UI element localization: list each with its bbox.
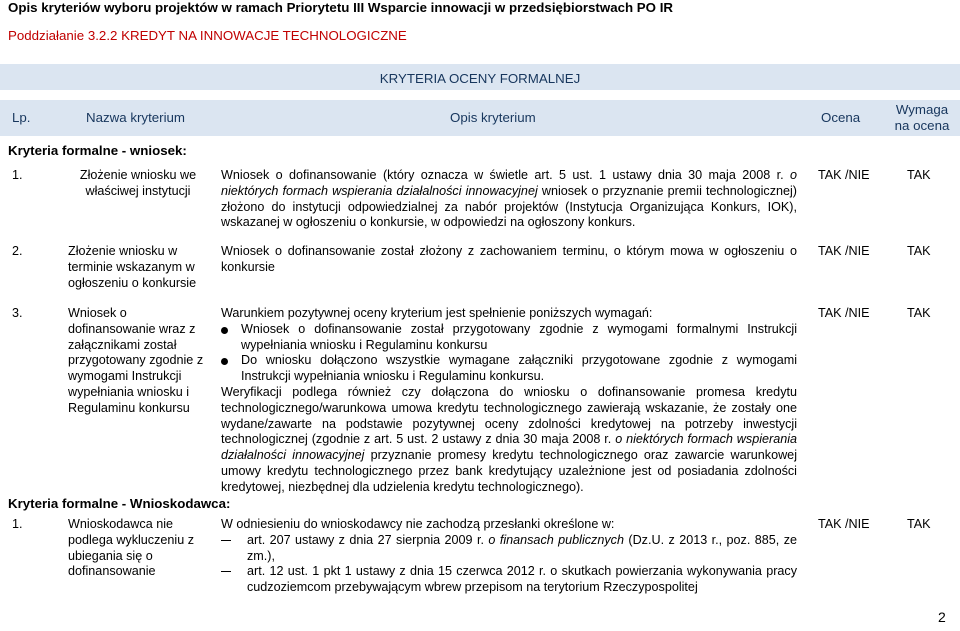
bullet-icon bbox=[221, 327, 228, 334]
row3-description bbox=[221, 306, 797, 496]
bullet-icon bbox=[221, 358, 228, 365]
row3-required: TAK bbox=[907, 306, 931, 320]
column-header-lp: Lp. bbox=[12, 110, 31, 125]
row4-required: TAK bbox=[907, 517, 931, 531]
row1-desc-part-b: o niektórych formach wspierania działalności innowacyjnej bbox=[221, 168, 797, 198]
row4-criterion-name: Wnioskodawca nie podlega wykluczeniu z ubiegania się o dofinansowanie bbox=[68, 517, 195, 579]
row3-paragraph bbox=[221, 385, 797, 496]
column-header-name: Nazwa kryterium bbox=[86, 110, 186, 125]
row4-intro: W odniesieniu do wnioskodawcy nie zachodzą przesłanki określone w: bbox=[221, 517, 615, 531]
row3-score: TAK /NIE bbox=[818, 306, 870, 320]
dash-icon bbox=[221, 540, 231, 541]
column-header-required-line2: na ocena bbox=[894, 118, 950, 133]
row3-bullet1: Wniosek o dofinansowanie został przygotowany zgodnie z wymogami formalnymi Instrukcji wypełniania wniosku i Regulaminu konkursu bbox=[241, 321, 797, 352]
row2-criterion-name: Złożenie wniosku w terminie wskazanym w ogłoszeniu o konkursie bbox=[68, 244, 197, 290]
row2-required: TAK bbox=[907, 244, 931, 258]
row2-description: Wniosek o dofinansowanie został złożony z zachowaniem terminu, o którym mowa w ogłoszeniu o konkursie bbox=[221, 244, 797, 274]
row4-d1-c: (Dz.U. z 2013 r., poz. 885, ze zm.), bbox=[247, 532, 797, 563]
column-header-required-line1: Wymaga bbox=[895, 102, 949, 117]
row4-description bbox=[221, 517, 797, 596]
column-header-required bbox=[886, 102, 958, 134]
row2-number: 2. bbox=[12, 244, 23, 258]
row1-criterion-name: Złożenie wniosku we właściwej instytucji bbox=[79, 168, 197, 198]
page-number: 2 bbox=[938, 609, 946, 625]
row4-d1-b: o finansach publicznych bbox=[488, 532, 624, 547]
row3-para-c: przyznanie promesy kredytu technologicznego oraz zawarcie warunkowej umowy kredytu technologicznego przez bank kredytujący uzależnione jest od posiadania zdolności kredytowej, niezbędnej dla udzielenia kredytu technologicznego). bbox=[221, 448, 797, 494]
row4-conditions-list bbox=[221, 533, 797, 596]
row3-para-b: o niektórych formach wspierania działalności innowacyjnej bbox=[221, 432, 798, 463]
row3-requirements-list bbox=[221, 322, 797, 385]
row1-description bbox=[221, 168, 797, 231]
section-title-application: Kryteria formalne - wniosek: bbox=[8, 143, 187, 158]
row1-score: TAK /NIE bbox=[818, 168, 870, 182]
list-item bbox=[221, 533, 797, 565]
section-title-applicant: Kryteria formalne - Wnioskodawca: bbox=[8, 496, 231, 511]
row2-score: TAK /NIE bbox=[818, 244, 870, 258]
list-item bbox=[221, 322, 797, 354]
row1-required: TAK bbox=[907, 168, 931, 182]
row1-number: 1. bbox=[12, 168, 23, 182]
list-item bbox=[221, 564, 797, 596]
dash-icon bbox=[221, 571, 231, 572]
column-header-description: Opis kryterium bbox=[450, 110, 536, 125]
row4-number: 1. bbox=[12, 517, 23, 531]
row1-desc-part-a: Wniosek o dofinansowanie (który oznacza w świetle art. 5 ust. 1 ustawy dnia 30 maja 2008 r. bbox=[221, 168, 784, 182]
row3-para-a: Weryfikacji podlega również czy dołączona do wniosku o dofinansowanie promesa kredytu technologicznego/warunkowa umowa kredytu technologicznego zawierają wskazanie, że zostały one wydane/zawarte na podstawie pozytywnej oceny zdolności kredytowej na potrzeby inwestycji technologicznej (zgodnie z art. 5 ust. 2 ustawy z dnia 30 maja 2008 r. bbox=[221, 384, 797, 447]
row3-criterion-name: Wniosek o dofinansowanie wraz z załącznikami został przygotowany zgodnie z wymogami Instrukcji wypełniania wniosku i Regulaminu konkursu bbox=[68, 306, 204, 415]
column-header-score: Ocena bbox=[821, 110, 861, 125]
row4-score: TAK /NIE bbox=[818, 517, 870, 531]
row4-d2: art. 12 ust. 1 pkt 1 ustawy z dnia 15 czerwca 2012 r. o skutkach powierzania wykonywania pracy cudzoziemcom przebywającym wbrew przepisom na terytorium Rzeczypospolitej bbox=[247, 564, 797, 595]
document-subtitle: Poddziałanie 3.2.2 KREDYT NA INNOWACJE TECHNOLOGICZNE bbox=[8, 28, 407, 43]
list-item bbox=[221, 353, 797, 385]
row3-number: 3. bbox=[12, 306, 23, 320]
row3-bullet2: Do wniosku dołączono wszystkie wymagane załączniki przygotowane zgodnie z wymogami Instrukcji wypełniania wniosku i Regulaminu konkursu. bbox=[241, 353, 797, 384]
row4-d1-a: art. 207 ustawy z dnia 27 sierpnia 2009 r. bbox=[247, 532, 489, 547]
row3-intro: Warunkiem pozytywnej oceny kryterium jest spełnienie poniższych wymagań: bbox=[221, 306, 653, 320]
table-caption: KRYTERIA OCENY FORMALNEJ bbox=[379, 71, 581, 86]
row1-desc-part-c: wniosek o przyznanie premii technologicznej) złożono do instytucji odpowiedzialnej za nabór projektów (Instytucja Organizująca Konkurs, IOK), wskazanej w ogłoszeniu o konkursie, w odpowiedzi na ogłoszony konkurs. bbox=[221, 183, 798, 230]
document-title: Opis kryteriów wyboru projektów w ramach Priorytetu III Wsparcie innowacji w przedsiębiorstwach PO IR bbox=[8, 0, 674, 15]
